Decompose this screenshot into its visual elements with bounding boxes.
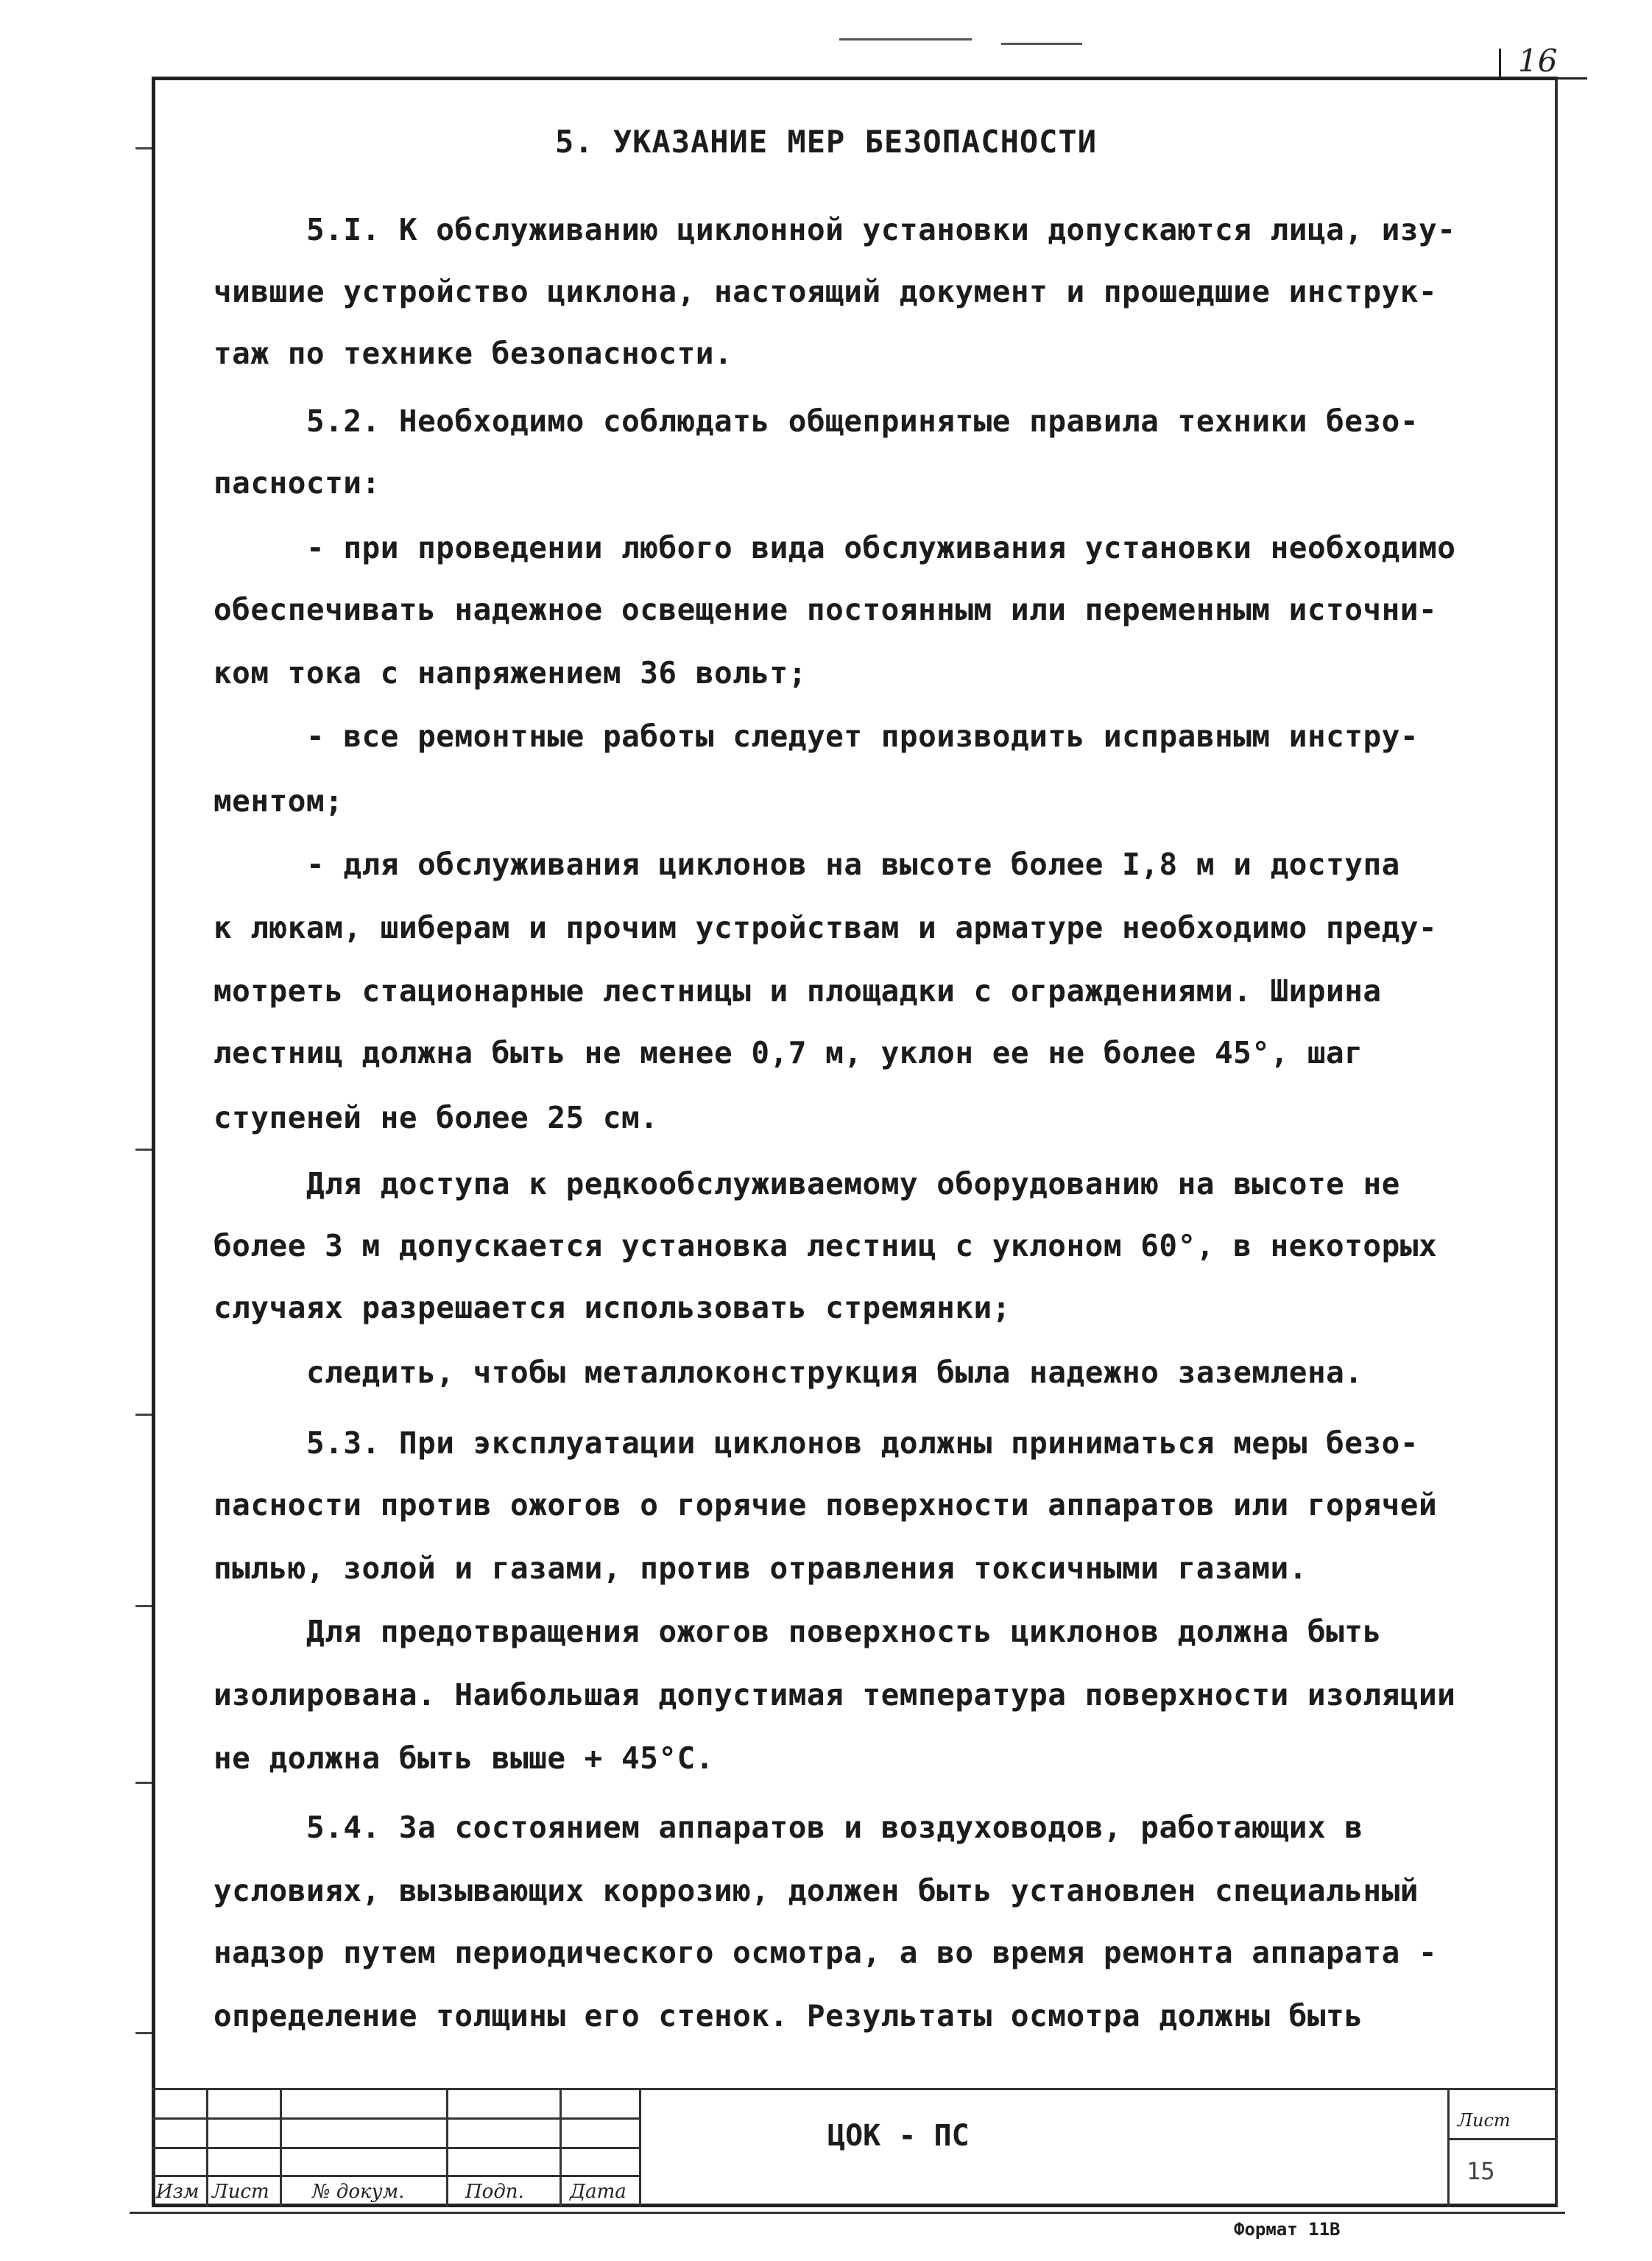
text-line: определение толщины его стенок. Результаты осмотра должны быть	[213, 1998, 1363, 2034]
text-line: таж по технике безопасности.	[213, 336, 733, 371]
top-scan-mark-2	[1001, 43, 1082, 45]
text-line: лестниц должна быть не менее 0,7 м, уклон ее не более 45°, шаг	[213, 1035, 1363, 1070]
text-line: Для предотвращения ожогов поверхность циклонов должна быть	[306, 1614, 1382, 1649]
sheet-label: Лист	[1458, 2110, 1511, 2131]
title-block-top-line	[152, 2088, 1558, 2090]
text-line: пылью, золой и газами, против отравления токсичными газами.	[213, 1551, 1307, 1586]
title-block-col-line	[560, 2088, 562, 2207]
col-doc-label: № докум.	[312, 2181, 405, 2203]
text-line: более 3 м допускается установка лестниц с уклоном 60°, в некоторых	[213, 1228, 1438, 1263]
title-block-col-line	[280, 2088, 282, 2207]
sheet-number: 15	[1466, 2157, 1495, 2185]
col-list-label: Лист	[212, 2181, 269, 2203]
text-line: - при проведении любого вида обслуживания установки необходимо	[306, 530, 1456, 565]
text-line: условиях, вызывающих коррозию, должен быть установлен специальный	[213, 1873, 1419, 1908]
text-line: 5.3. При эксплуатации циклонов должны приниматься меры безо-	[306, 1425, 1419, 1461]
text-line: случаях разрешается использовать стремянки;	[213, 1290, 1011, 1325]
document-code: ЦОК - ПС	[827, 2119, 970, 2153]
text-line: - для обслуживания циклонов на высоте более I,8 м и доступа	[306, 847, 1400, 882]
text-line: 5.2. Необходимо соблюдать общепринятые правила техники безо-	[306, 403, 1419, 439]
margin-tick	[135, 147, 152, 149]
text-line: чившие устройство циклона, настоящий документ и прошедшие инструк-	[213, 274, 1438, 309]
col-date-label: Дата	[570, 2181, 626, 2203]
title-block-row-line	[152, 2117, 640, 2120]
text-line: Для доступа к редкообслуживаемому оборудованию на высоте не	[306, 1166, 1400, 1202]
margin-tick	[135, 2032, 152, 2034]
title-block-row-line	[152, 2147, 640, 2149]
top-scan-mark	[839, 38, 972, 40]
text-line: ком тока с напряжением 36 вольт;	[213, 655, 807, 691]
text-line: не должна быть выше + 45°С.	[213, 1740, 714, 1776]
section-heading: 5. УКАЗАНИЕ МЕР БЕЗОПАСНОСТИ	[554, 124, 1097, 160]
text-line: 5.I. К обслуживанию циклонной установки допускаются лица, изу-	[306, 212, 1456, 247]
text-line: 5.4. За состоянием аппаратов и воздуховодов, работающих в	[306, 1810, 1363, 1845]
title-block-col-line	[446, 2088, 448, 2207]
text-line: следить, чтобы металлоконструкция была надежно заземлена.	[306, 1355, 1363, 1390]
margin-tick	[135, 1782, 152, 1784]
title-block-col-line	[206, 2088, 208, 2207]
text-line: изолирована. Наибольшая допустимая температура поверхности изоляции	[213, 1677, 1456, 1712]
bottom-edge-line	[130, 2212, 1565, 2214]
margin-tick	[135, 1149, 152, 1151]
text-line: мотреть стационарные лестницы и площадки с ограждениями. Ширина	[213, 973, 1382, 1009]
page-number: 16	[1518, 43, 1558, 79]
title-block-col-line	[639, 2088, 641, 2207]
text-line: пасности:	[213, 465, 381, 501]
text-line: ступеней не более 25 см.	[213, 1100, 659, 1135]
text-line: ментом;	[213, 783, 344, 819]
text-line: к люкам, шиберам и прочим устройствам и арматуре необходимо преду-	[213, 910, 1438, 945]
text-line: пасности против ожогов о горячие поверхности аппаратов или горячей	[213, 1487, 1438, 1523]
title-block-row-line	[152, 2175, 640, 2177]
col-sign-label: Подп.	[465, 2181, 524, 2203]
format-label: Формат 11В	[1234, 2219, 1341, 2240]
col-izm-label: Изм	[156, 2181, 200, 2203]
text-line: - все ремонтные работы следует производить исправным инстру-	[306, 719, 1419, 754]
title-block-col-line	[1447, 2088, 1450, 2207]
margin-tick	[135, 1605, 152, 1607]
text-line: обеспечивать надежное освещение постоянным или переменным источни-	[213, 592, 1438, 627]
margin-tick	[135, 1414, 152, 1416]
title-block-sheet-line	[1447, 2138, 1558, 2140]
text-line: надзор путем периодического осмотра, а во время ремонта аппарата -	[213, 1935, 1438, 1970]
